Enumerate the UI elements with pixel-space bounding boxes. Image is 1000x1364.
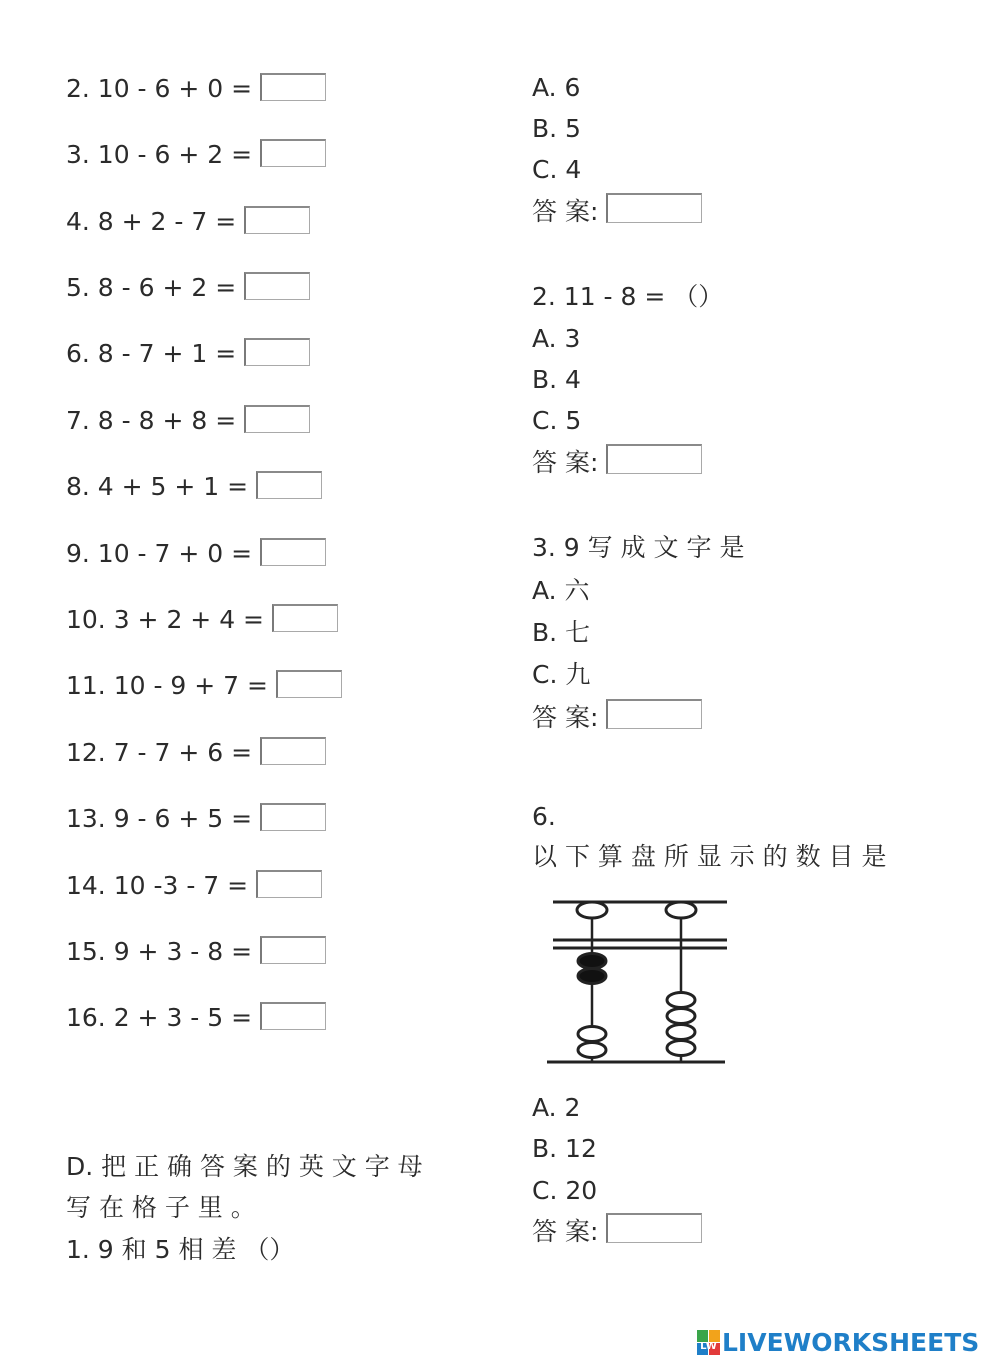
section-d-heading-line2: 写 在 格 子 里 。 [66,1193,256,1222]
question-13 [66,804,326,834]
q3-answer [532,703,702,733]
liveworksheets-logo [696,1328,979,1357]
question-16 [66,1003,326,1033]
answer-box[interactable] [606,1213,702,1243]
liveworksheets-logo-icon [696,1329,722,1357]
question-text: 9. 10 - 7 + 0 = [66,539,253,568]
answer-box[interactable] [606,444,702,474]
section-d-question-1: 1. 9 和 5 相 差 （） [66,1235,295,1264]
answer-label: 答 案: [532,703,599,732]
q2-option-a: A. 3 [532,324,581,353]
question-3 [66,140,326,170]
question-14 [66,871,322,901]
question-8 [66,472,322,502]
answer-label: 答 案: [532,448,599,477]
answer-box[interactable] [272,604,338,632]
question-text: 11. 10 - 9 + 7 = [66,671,268,700]
answer-box[interactable] [260,936,326,964]
q1-option-b: B. 5 [532,114,581,143]
question-6 [66,339,310,369]
answer-box[interactable] [244,272,310,300]
q6-question: 以 下 算 盘 所 显 示 的 数 目 是 [532,842,887,871]
question-text: 5. 8 - 6 + 2 = [66,273,237,302]
question-text: 7. 8 - 8 + 8 = [66,406,237,435]
question-10 [66,605,338,635]
answer-box[interactable] [260,139,326,167]
q6-answer [532,1217,702,1247]
answer-box[interactable] [260,1002,326,1030]
question-text: 16. 2 + 3 - 5 = [66,1003,253,1032]
question-text: 2. 10 - 6 + 0 = [66,74,253,103]
q1-option-c: C. 4 [532,155,582,184]
q6-option-a: A. 2 [532,1093,581,1122]
answer-label: 答 案: [532,1217,599,1246]
question-4 [66,207,310,237]
question-9 [66,539,326,569]
q6-option-b: B. 12 [532,1134,597,1163]
question-text: 12. 7 - 7 + 6 = [66,738,253,767]
answer-box[interactable] [244,338,310,366]
question-5 [66,273,310,303]
answer-box[interactable] [256,471,322,499]
question-12 [66,738,326,768]
q2-option-c: C. 5 [532,406,582,435]
logo-letters: LW [700,1340,717,1352]
answer-box[interactable] [260,803,326,831]
q3-question: 3. 9 写 成 文 字 是 [532,533,745,562]
answer-label: 答 案: [532,197,599,226]
question-text: 15. 9 + 3 - 8 = [66,937,253,966]
question-text: 10. 3 + 2 + 4 = [66,605,264,634]
question-text: 6. 8 - 7 + 1 = [66,339,237,368]
question-text: 13. 9 - 6 + 5 = [66,804,253,833]
answer-box[interactable] [244,405,310,433]
answer-box[interactable] [606,193,702,223]
q3-option-a: A. 六 [532,576,590,605]
answer-box[interactable] [260,737,326,765]
question-11 [66,671,342,701]
answer-box[interactable] [260,73,326,101]
question-text: 3. 10 - 6 + 2 = [66,140,253,169]
q6-option-c: C. 20 [532,1176,598,1205]
answer-box[interactable] [260,538,326,566]
brand-name: LIVEWORKSHEETS [722,1328,980,1357]
question-text: 4. 8 + 2 - 7 = [66,207,237,236]
q2-option-b: B. 4 [532,365,581,394]
q2-answer [532,448,702,478]
q1-answer [532,197,702,227]
question-text: 8. 4 + 5 + 1 = [66,472,249,501]
q2-question: 2. 11 - 8 = （） [532,282,724,311]
question-text: 14. 10 -3 - 7 = [66,871,249,900]
answer-box[interactable] [256,870,322,898]
q6-number: 6. [532,802,556,831]
q3-option-c: C. 九 [532,660,591,689]
answer-box[interactable] [276,670,342,698]
q1-option-a: A. 6 [532,73,581,102]
answer-box[interactable] [244,206,310,234]
question-7 [66,406,310,436]
question-15 [66,937,326,967]
question-2 [66,74,326,104]
abacus-image [545,890,730,1070]
section-d-heading: D. 把 正 确 答 案 的 英 文 字 母 [66,1152,423,1181]
answer-box[interactable] [606,699,702,729]
q3-option-b: B. 七 [532,618,591,647]
